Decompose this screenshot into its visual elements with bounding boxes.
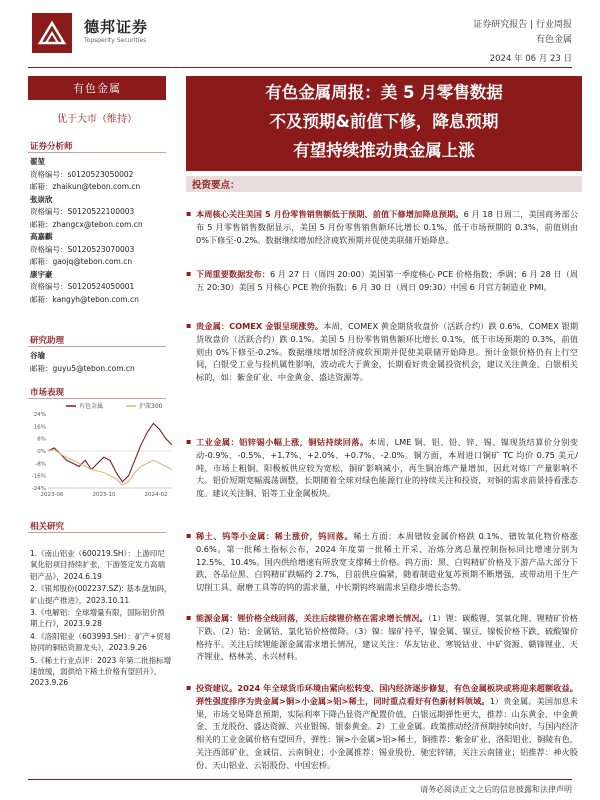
footer-divider [28,779,572,780]
y-tick-label: 16% [33,424,46,431]
report-type: 证券研究报告 | 行业周报 [473,20,572,30]
related-report-item[interactable]: 2.《银邦股份(002237.SZ): 基本盘加码，矿山提产推进》，2023.10.11 [30,584,172,605]
analyst-entry [30,269,170,307]
logo-english-name: Topsperity Securities [84,37,147,44]
related-report-item[interactable]: 5.《稀土行业点评：2023 年第二批指标增速放缓，弱供给下稀土价格有望回升》，2023.9.26 [30,655,172,688]
legend-label: 沪深300 [139,403,163,410]
report-sector: 有色金属 [535,35,572,45]
x-tick-label: 2023-06 [40,492,64,498]
assistant-section-title: 研究助理 [30,336,65,346]
key-point-paragraph [186,320,578,384]
market-performance-chart [26,400,176,500]
key-point-text: 本周，COMEX 黄金期货收盘价（活跃合约）跌 0.6%，COMEX 银期货收盘价（活跃合约）跌 0.1%。美国 5 月份零售销售额环比增长 0.1%，低于市场预期的 0.3%，前值则由 0%下修至-0.2%。数据继续增加经济疲软预期并促使美联储开始降息。预计金银价格仍有上行空间，白银受工业与投机属性影响，波动或大于黄金，长期看好贵金属投资机会，建议关注黄金、白银相关标的，如：紫金矿业、中金黄金、盛达资源等。 [196,321,579,383]
y-tick-label: -8% [35,461,46,468]
analyst-license: 资格编号：S0120524050001 [30,282,135,291]
related-report-item[interactable]: 4.《洛阳钼业（603993.SH）：矿产+贸易协同的铜钴资源龙头》，2023.9.26 [30,631,172,653]
analyst-entry [30,231,170,269]
key-point-paragraph [186,436,578,500]
analyst-license: 资格编号：s0120523050002 [30,169,134,179]
key-point-paragraph [186,208,578,246]
series-line [48,450,172,485]
y-tick-label: 24% [33,412,46,418]
chart-divider [28,398,166,399]
analyst-name: 张崇欣 [30,194,53,204]
key-point-paragraph [186,530,578,594]
logo-mark-icon [32,13,72,53]
key-point-lead: 贵金属：COMEX 金银呈现涨势。 [196,321,324,331]
assistant-email[interactable]: 邮箱：guyu5@tebon.com.cn [30,363,135,373]
analyst-entry [30,156,170,194]
analysts-section-title: 证券分析师 [30,142,73,152]
report-title-line: 不及预期&前值下修，降息预期 [269,112,499,131]
key-point-lead: 下周重要数据发布： [196,269,270,279]
analyst-name: 康宇豪 [30,269,53,279]
chart-section-title: 市场表现 [30,388,65,398]
key-point-text: 1）贵金属。美国加息未果，市场交易降息预期，实际利率下降凸显资产配置价值，白银远期弹性更大，推荐：山东黄金、中金黄金、玉龙股份、盛达资源、兴业银锡、银泰黄金。2）工业金属。政策推动经济预期持续向好，与国内经济相关的工业金属价格有望回升，弹性：铜>小金属>铝>稀土，铜推荐：紫金矿业、洛阳钼业、铜陵有色，关注西部矿业、金诚信、云南铜业；小金属推荐：锡业股份、驰宏锌锗，关注云南锗业；铝推荐：神火股份、天山铝业、云铝股份、中国宏桥。 [196,695,578,770]
rating-label: 优于大市（维持） [57,114,137,125]
assistant-entry [30,350,170,375]
summary-label: 投资要点： [192,180,240,191]
related-reports-list [30,548,172,690]
y-tick-label: -16% [31,473,46,480]
footer-disclaimer: 请务必阅读正文之后的信息披露和法律声明 [420,785,572,794]
series-line [48,423,172,482]
report-title-line: 有望持续推动贵金属上涨 [293,141,475,160]
key-point-lead: 工业金属：铝锌锡小幅上涨，铜钴持续回落。 [196,437,369,447]
analyst-email[interactable]: 邮箱：zhangcx@tebon.com.cn [30,219,143,229]
related-report-item[interactable]: 3.《电解铝：全球增量有限，国际铝价预期上行》，2023.9.28 [30,608,165,629]
key-point-paragraph [186,612,578,663]
key-point-lead: 本周核心关注美国 5 月份零售销售额低于预期、前值下修增加降息预期。 [196,209,464,219]
key-point-text: 本周，LME 铜、铝、铅、锌、锡、镍现货结算价分别变动-0.9%、-0.5%、+1.7%、+2.0%、+0.7%、-2.0%。铜方面，本周进口铜矿 TC 均价 0.75 美元/吨，市场上粗铜、阳极板供应较为宽松，铜矿影响减小，再生铜冶炼产量增加，因此对炼厂产量影响不大。铝价短期宽幅震荡调整，长期随着全球对绿色能源行业的持续关注和投资，对铜的需求前景持看涨态度。建议关注铜、铝等工业金属板块。 [196,437,578,499]
assistant-divider [28,346,166,347]
report-title [186,76,582,171]
assistant-name: 谷瑜 [30,351,45,360]
analyst-name: 高嘉麒 [30,232,53,241]
analyst-email[interactable]: 邮箱：gaojq@tebon.com.cn [30,257,133,266]
y-tick-label: -24% [31,486,46,492]
key-point-paragraph [186,682,578,772]
industry-badge: 有色金属 [28,76,166,100]
legend-label: 有色金属 [79,403,104,410]
analyst-email[interactable]: 邮箱：kangyh@tebon.com.cn [30,294,139,304]
related-divider [28,532,166,533]
summary-bar [186,176,582,192]
analyst-entry [30,194,170,232]
x-tick-label: 2024-02 [144,492,168,498]
analyst-email[interactable]: 邮箱：zhaikun@tebon.com.cn [30,182,141,191]
key-point-text: 稀土方面：本周镨钕金属价格跌 0.1%、镨钕氧化物价格涨 0.6%。第一批稀土指标公布，2024 年度第一批稀土开采、冶炼分离总量控制指标同比增速分别为 12.5%、10.4%。国内供给增速有所放宽支撑稀土价格。钨方面：黑、白钨精矿价格及下游产品大部分下跌，各品位黑、白钨精矿跌幅约 2.7%，目前供应偏紧，随着制造业复苏预期不断增强，或带动用于生产切削工具、耐磨工具等的钨的需求量，中长期钨终端需求呈稳步增长态势。 [196,531,578,593]
analyst-list [30,156,170,306]
key-point-lead: 投资建议。2024 年全球货币环境由紧向松转变、国内经济逐步修复，有色金属板块或将迎来超额收益。弹性强度排序为贵金属>铜>小金属>铝>稀土，同时重点看好有色新材料领域。 [196,683,578,706]
logo-chinese-name: 德邦证券 [84,18,149,36]
analyst-license: 资格编号：S0120523070003 [30,244,135,254]
y-tick-label: 0% [37,449,46,455]
analysts-divider [28,152,166,153]
key-point-paragraph [186,268,578,294]
y-tick-label: 8% [37,436,46,443]
header-divider [28,67,572,68]
key-point-text: 6 月 18 日周二，美国商务部公布 5 月零售销售数据显示，美国 5 月份零售销售额环比增长 0.1%，低于市场预期的 0.3%，前值则由 0%下修至-0.2%。数据继续增加经济疲软预期并促使美联储开始降息。 [196,209,579,245]
report-date: 2024 年 06 月 23 日 [489,54,572,64]
company-logo [32,13,72,53]
related-report-item[interactable]: 1.《南山铝业（600219.SH）：上游印尼氧化铝项目持续扩张，下游签定发力高端铝产品》，2024.6.19 [30,549,165,581]
key-point-text: （1）锂：碳酸锂、氢氧化锂、锂精矿价格下跌。（2）钴：金属钴、氯化钴价格微降。（3）镍：镍矿持平，镍金属、镍豆、镍板价格下跌，硫酸镍价格持平。关注后续锂能源金属需求增长情况，建议关注：华友钴业、寒锐钴业、中矿资源、赣锋锂业、天齐锂业、格林美、永兴材料。 [196,613,578,662]
key-point-lead: 稀土、钨等小金属：稀土涨价，钨回落。 [196,531,354,541]
x-tick-label: 2023-10 [92,492,116,498]
key-point-lead: 能源金属：锂价格全线回落，关注后续锂价格在需求增长情况。 [196,613,428,623]
report-title-line: 有色金属周报：美 5 月零售数据 [265,83,503,102]
key-point-text: 6 月 27 日（周四 20:00）美国第一季度核心 PCE 价格指数；季调；6 月 28 日（周五 20:30）美国 5 月核心 PCE 物价指数；6 月 30 日（周日 09:30）中国 6 月官方制造业 PMI。 [196,269,578,292]
analyst-license: 资格编号：S0120522100003 [30,207,135,216]
analyst-name: 翟堃 [30,157,45,166]
related-section-title: 相关研究 [30,522,65,532]
